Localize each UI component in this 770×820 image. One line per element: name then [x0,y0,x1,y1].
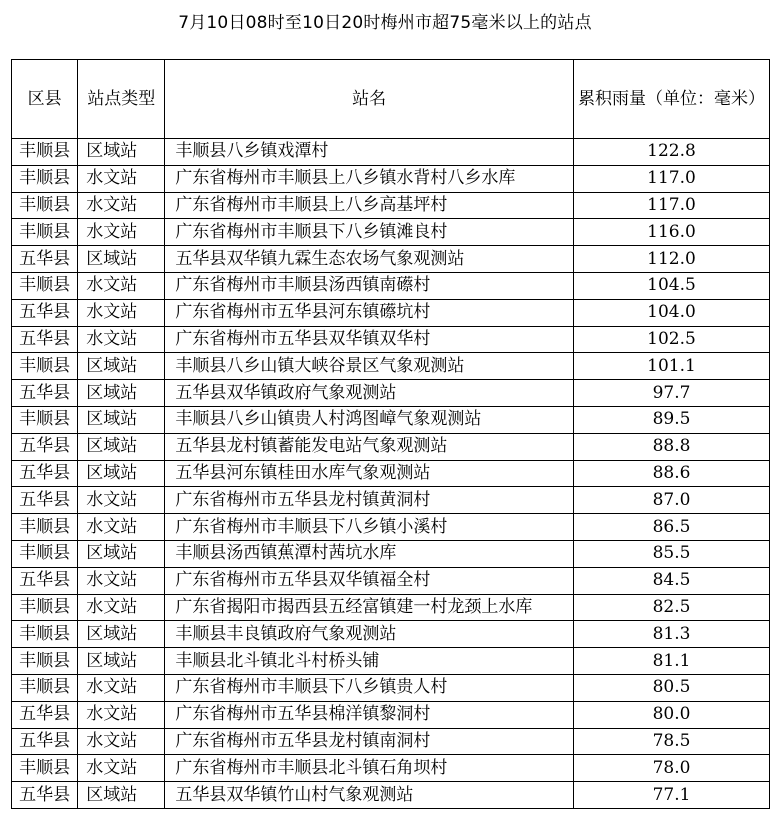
cell-rainfall: 80.5 [573,674,769,701]
cell-station-name: 五华县双华镇九霖生态农场气象观测站 [165,246,574,273]
cell-station-name: 丰顺县北斗镇北斗村桥头铺 [165,648,574,675]
cell-station-name: 广东省梅州市五华县龙村镇南洞村 [165,728,574,755]
table-row [12,648,770,675]
cell-station-type: 水文站 [78,514,165,541]
cell-station-name: 丰顺县八乡山镇贵人村鸿图嶂气象观测站 [165,406,574,433]
cell-station-name: 广东省揭阳市揭西县五经富镇建一村龙颈上水库 [165,594,574,621]
table-row [12,219,770,246]
cell-station-type: 区域站 [78,406,165,433]
cell-county: 丰顺县 [12,755,78,782]
cell-rainfall: 89.5 [573,406,769,433]
cell-station-type: 水文站 [78,487,165,514]
cell-rainfall: 112.0 [573,246,769,273]
cell-station-name: 广东省梅州市丰顺县汤西镇南礤村 [165,272,574,299]
header-cumulative-rainfall: 累积雨量（单位：毫米） [573,60,769,139]
cell-county: 丰顺县 [12,406,78,433]
cell-county: 五华县 [12,487,78,514]
cell-station-type: 区域站 [78,621,165,648]
cell-county: 五华县 [12,246,78,273]
cell-station-name: 广东省梅州市丰顺县下八乡镇小溪村 [165,514,574,541]
cell-county: 五华县 [12,299,78,326]
cell-county: 丰顺县 [12,648,78,675]
cell-station-type: 区域站 [78,380,165,407]
cell-station-name: 丰顺县八乡镇戏潭村 [165,139,574,166]
table-row [12,782,770,809]
cell-station-name: 丰顺县八乡山镇大峡谷景区气象观测站 [165,353,574,380]
cell-station-name: 五华县河东镇桂田水库气象观测站 [165,460,574,487]
cell-station-type: 区域站 [78,460,165,487]
cell-station-type: 水文站 [78,567,165,594]
table-row [12,380,770,407]
table-row [12,326,770,353]
rainfall-stations-table [11,59,770,809]
cell-station-type: 水文站 [78,272,165,299]
table-row [12,272,770,299]
cell-station-name: 广东省梅州市丰顺县北斗镇石角坝村 [165,755,574,782]
cell-rainfall: 117.0 [573,192,769,219]
cell-station-name: 广东省梅州市五华县龙村镇黄洞村 [165,487,574,514]
cell-rainfall: 104.0 [573,299,769,326]
header-station-type: 站点类型 [78,60,165,139]
cell-rainfall: 82.5 [573,594,769,621]
cell-station-type: 水文站 [78,326,165,353]
cell-rainfall: 78.5 [573,728,769,755]
cell-rainfall: 88.8 [573,433,769,460]
cell-rainfall: 78.0 [573,755,769,782]
cell-rainfall: 84.5 [573,567,769,594]
table-row [12,299,770,326]
table-row [12,701,770,728]
cell-station-type: 水文站 [78,728,165,755]
cell-station-type: 水文站 [78,701,165,728]
table-row [12,567,770,594]
cell-county: 丰顺县 [12,621,78,648]
cell-station-name: 丰顺县丰良镇政府气象观测站 [165,621,574,648]
cell-county: 五华县 [12,728,78,755]
cell-station-type: 水文站 [78,299,165,326]
header-station-name: 站名 [165,60,574,139]
table-row [12,621,770,648]
cell-rainfall: 122.8 [573,139,769,166]
cell-rainfall: 116.0 [573,219,769,246]
cell-county: 丰顺县 [12,514,78,541]
cell-county: 五华县 [12,326,78,353]
table-row [12,514,770,541]
cell-station-type: 水文站 [78,219,165,246]
cell-station-name: 广东省梅州市五华县棉洋镇黎洞村 [165,701,574,728]
cell-station-type: 水文站 [78,594,165,621]
cell-station-type: 区域站 [78,782,165,809]
cell-county: 丰顺县 [12,540,78,567]
table-row [12,433,770,460]
cell-county: 五华县 [12,567,78,594]
table-row [12,460,770,487]
cell-rainfall: 97.7 [573,380,769,407]
cell-station-name: 五华县双华镇竹山村气象观测站 [165,782,574,809]
cell-rainfall: 102.5 [573,326,769,353]
cell-rainfall: 81.3 [573,621,769,648]
cell-county: 丰顺县 [12,165,78,192]
cell-station-type: 区域站 [78,246,165,273]
cell-station-type: 水文站 [78,165,165,192]
cell-rainfall: 101.1 [573,353,769,380]
cell-station-name: 五华县双华镇政府气象观测站 [165,380,574,407]
cell-county: 丰顺县 [12,594,78,621]
cell-county: 丰顺县 [12,674,78,701]
cell-station-name: 广东省梅州市五华县双华镇双华村 [165,326,574,353]
cell-station-type: 区域站 [78,139,165,166]
cell-county: 五华县 [12,433,78,460]
cell-station-type: 区域站 [78,433,165,460]
cell-county: 丰顺县 [12,272,78,299]
cell-county: 丰顺县 [12,139,78,166]
cell-rainfall: 88.6 [573,460,769,487]
table-row [12,139,770,166]
cell-county: 丰顺县 [12,192,78,219]
cell-rainfall: 77.1 [573,782,769,809]
cell-county: 五华县 [12,782,78,809]
page-title: 7月10日08时至10日20时梅州市超75毫米以上的站点 [178,13,592,33]
table-row [12,755,770,782]
table-header-row [12,60,770,139]
cell-station-type: 水文站 [78,755,165,782]
cell-rainfall: 81.1 [573,648,769,675]
cell-station-type: 区域站 [78,648,165,675]
table-row [12,674,770,701]
cell-station-name: 广东省梅州市五华县双华镇福全村 [165,567,574,594]
cell-rainfall: 85.5 [573,540,769,567]
cell-county: 五华县 [12,460,78,487]
table-row [12,246,770,273]
cell-county: 丰顺县 [12,219,78,246]
cell-rainfall: 104.5 [573,272,769,299]
table-row [12,406,770,433]
cell-rainfall: 86.5 [573,514,769,541]
cell-rainfall: 117.0 [573,165,769,192]
cell-station-name: 广东省梅州市丰顺县下八乡镇贵人村 [165,674,574,701]
cell-station-type: 区域站 [78,353,165,380]
cell-rainfall: 87.0 [573,487,769,514]
cell-station-name: 广东省梅州市五华县河东镇礤坑村 [165,299,574,326]
cell-rainfall: 80.0 [573,701,769,728]
table-row [12,165,770,192]
cell-station-name: 丰顺县汤西镇蕉潭村茜坑水库 [165,540,574,567]
cell-station-name: 广东省梅州市丰顺县上八乡高基坪村 [165,192,574,219]
table-row [12,594,770,621]
table-row [12,192,770,219]
cell-station-type: 区域站 [78,540,165,567]
table-row [12,540,770,567]
cell-county: 丰顺县 [12,353,78,380]
table-row [12,728,770,755]
cell-station-name: 五华县龙村镇蓄能发电站气象观测站 [165,433,574,460]
cell-station-type: 水文站 [78,674,165,701]
cell-county: 五华县 [12,380,78,407]
cell-station-type: 水文站 [78,192,165,219]
cell-county: 五华县 [12,701,78,728]
header-county: 区县 [12,60,78,139]
cell-station-name: 广东省梅州市丰顺县下八乡镇滩良村 [165,219,574,246]
table-row [12,487,770,514]
cell-station-name: 广东省梅州市丰顺县上八乡镇水背村八乡水库 [165,165,574,192]
table-row [12,353,770,380]
